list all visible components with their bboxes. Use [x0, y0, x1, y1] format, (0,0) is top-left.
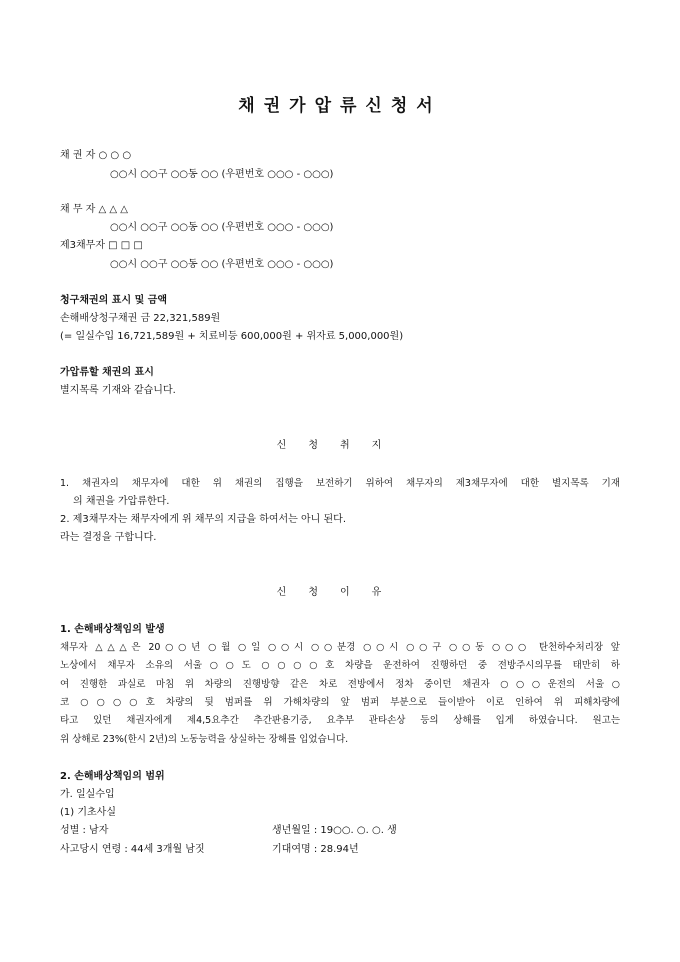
- creditor-address: ○○시 ○○구 ○○동 ○○ (우편번호 ○○○ - ○○○): [110, 169, 334, 180]
- third-debtor-address: ○○시 ○○구 ○○동 ○○ (우편번호 ○○○ - ○○○): [110, 259, 334, 270]
- debtor-address: ○○시 ○○구 ○○동 ○○ (우편번호 ○○○ - ○○○): [110, 222, 334, 233]
- debtor-label: 채 무 자 △ △ △: [60, 204, 128, 215]
- life-expectancy-field: 기대여명 : 28.94년: [272, 844, 359, 855]
- section1-line: 노상에서 채무자 소유의 서울○○도 ○○○○호 차량을 운전하여 진행하던 중 전방주시의무를 태만히 하: [60, 660, 620, 671]
- claim-amount: 손해배상청구채권 금 22,321,589원: [60, 313, 221, 324]
- purpose-item-2: 2. 제3채무자는 채무자에게 위 채무의 지급을 하여서는 아니 된다.: [60, 514, 347, 525]
- section1-line: 위 상해로 23%(한시 2년)의 노동능력을 상실하는 장해를 입었습니다.: [60, 734, 349, 745]
- purpose-item-1-cont: 의 채권을 가압류한다.: [73, 496, 170, 507]
- gender-field: 성별 : 남자: [60, 825, 109, 836]
- purpose-closing: 라는 결정을 구합니다.: [60, 532, 157, 543]
- section1-heading: 1. 손해배상책임의 발생: [60, 624, 165, 635]
- section1-line: 코 ○○○○호 차량의 뒷 범퍼를 위 가해차량의 앞 범퍼 부분으로 들이받아 이로 인하여 위 피해차량에: [60, 697, 620, 708]
- document-title: 채권가압류신청서: [238, 96, 442, 116]
- seizure-text: 별지목록 기재와 같습니다.: [60, 385, 176, 396]
- creditor-label: 채 권 자 ○ ○ ○: [60, 150, 132, 161]
- purpose-heading: 신청취지: [276, 440, 404, 451]
- section1-line: 채무자 △△△은 20○○년 ○월 ○일 ○○시 ○○분경 ○○시 ○○구 ○○동 ○○○ 탄천하수처리장 앞: [60, 642, 620, 653]
- section2-sub-a: 가. 일실수입: [60, 789, 115, 800]
- section1-line: 여 진행한 과실로 마침 위 차량의 진행방향 같은 차로 전방에서 정차 중이던 채권자 ○○○운전의 서울○: [60, 679, 620, 690]
- reasons-heading: 신청이유: [276, 587, 404, 598]
- purpose-item-1: 1. 채권자의 채무자에 대한 위 채권의 집행을 보전하기 위하여 채무자의 제3채무자에 대한 별지목록 기재: [60, 478, 620, 489]
- claim-breakdown: (= 일실수입 16,721,589원 + 치료비등 600,000원 + 위자료 5,000,000원): [60, 331, 404, 342]
- third-debtor-label: 제3채무자 □ □ □: [60, 240, 143, 251]
- section2-heading: 2. 손해배상책임의 범위: [60, 771, 165, 782]
- section2-sub-1: (1) 기초사실: [60, 807, 116, 818]
- birth-field: 생년월일 : 19○○. ○. ○. 생: [272, 825, 397, 836]
- seizure-heading: 가압류할 채권의 표시: [60, 367, 154, 378]
- claim-heading: 청구채권의 표시 및 금액: [60, 295, 168, 306]
- age-field: 사고당시 연령 : 44세 3개월 남짓: [60, 844, 205, 855]
- section1-line: 타고 있던 채권자에게 제4,5요추간 추간판용기증, 요추부 관타손상 등의 상해를 입게 하였습니다. 원고는: [60, 715, 620, 726]
